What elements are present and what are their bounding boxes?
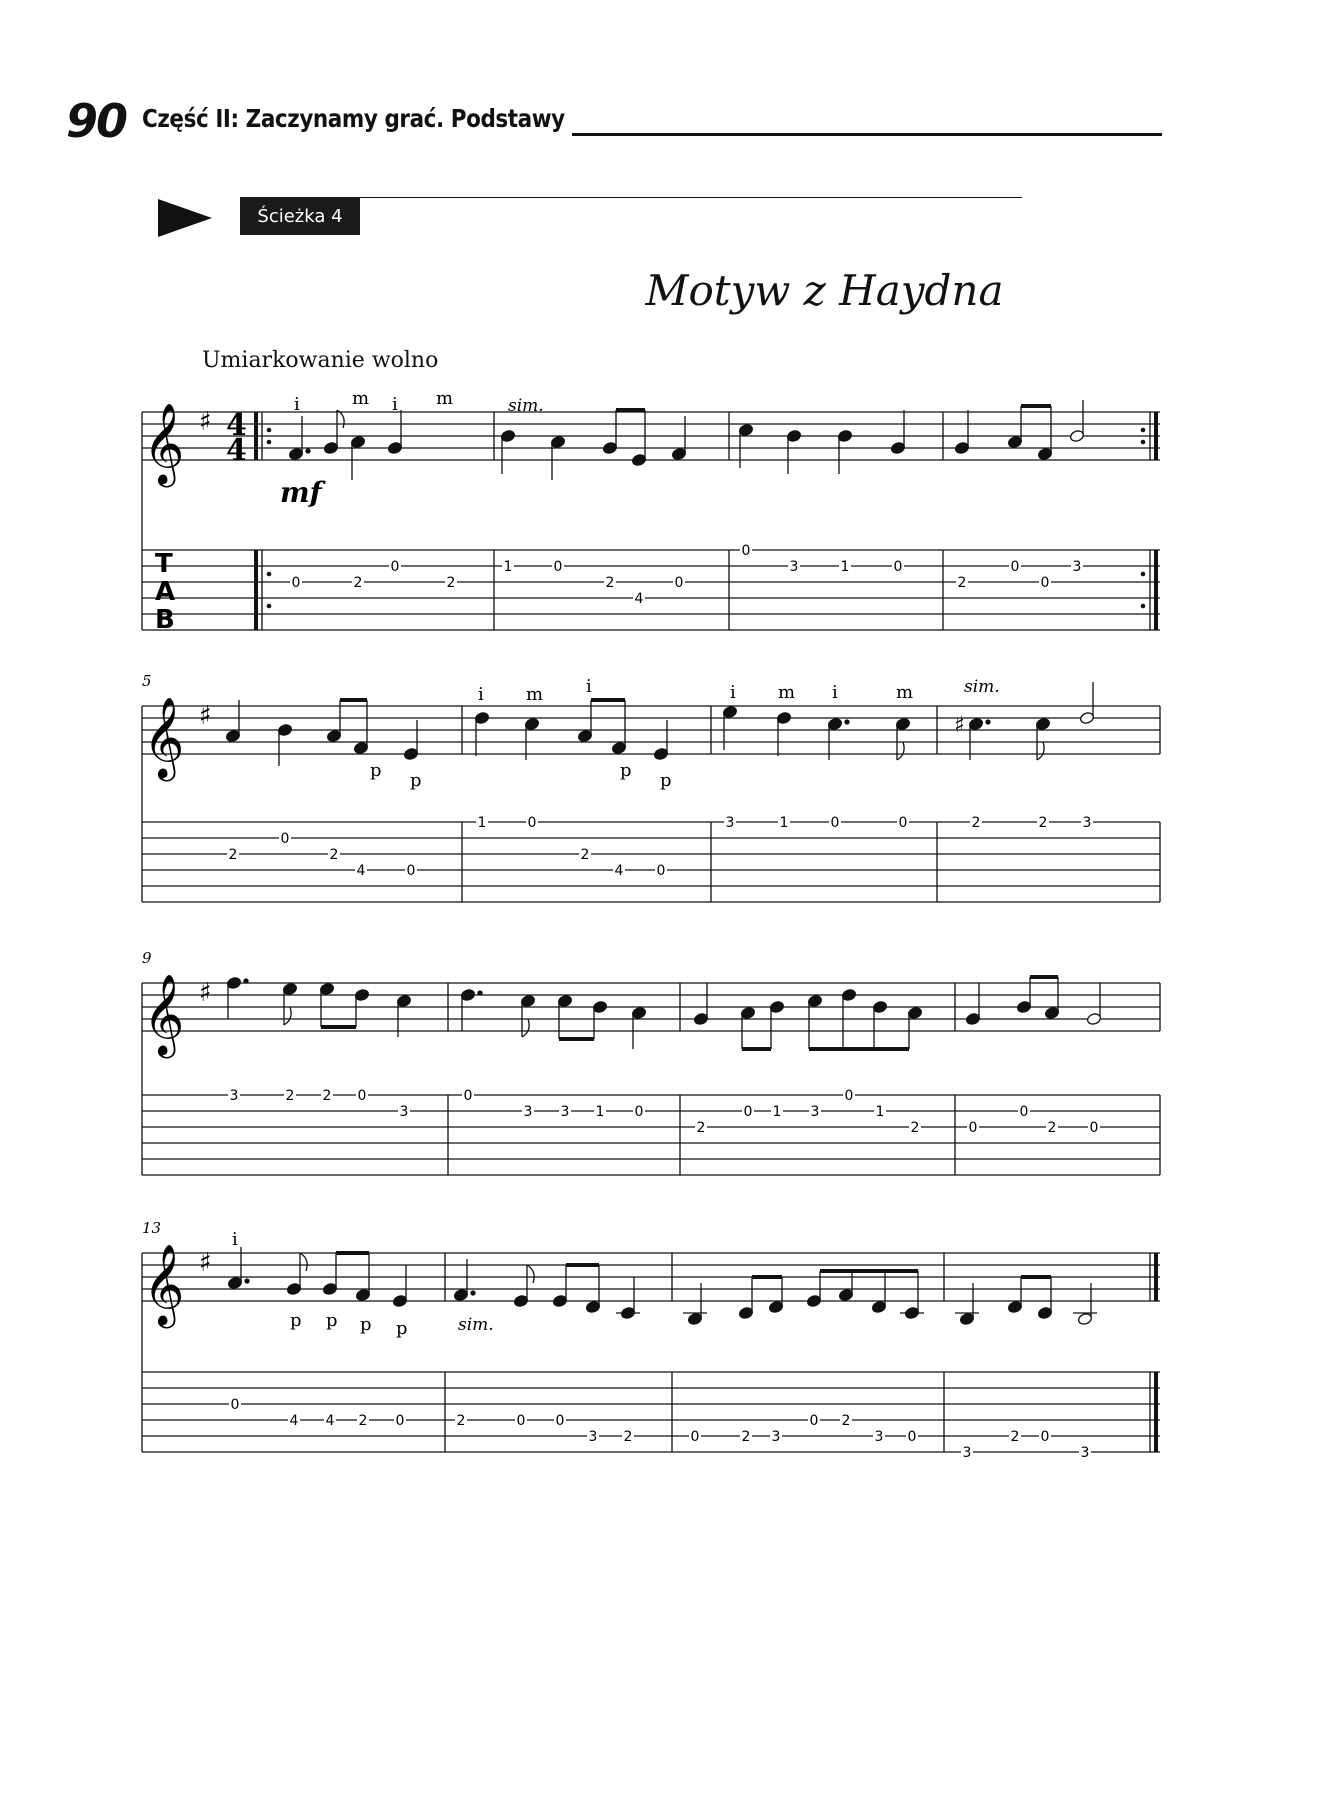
fingering-2b-4: m — [896, 682, 914, 703]
tab-fret-number: 2 — [605, 575, 615, 591]
fingering-2-p4: p — [660, 770, 672, 791]
tab-fret-number: 3 — [874, 1429, 884, 1445]
fingering-2-p1: p — [370, 760, 382, 781]
tab-fret-number: 0 — [674, 575, 684, 591]
fingering-1-3: i — [392, 394, 398, 415]
tab-fret-number: 2 — [353, 575, 363, 591]
svg-text:𝄞: 𝄞 — [143, 973, 185, 1055]
fingering-4-p3: p — [360, 1314, 372, 1335]
tab-fret-number: 1 — [503, 559, 513, 575]
tab-fret-number: 0 — [516, 1413, 526, 1429]
time-signature-bottom: 4 — [226, 433, 247, 468]
staff-1 — [142, 412, 1160, 630]
fingering-1-4: m — [436, 388, 454, 409]
fingering-2-p2: p — [410, 770, 422, 791]
system-3 — [142, 949, 1160, 1175]
tab-fret-number: 0 — [1040, 575, 1050, 591]
tab-fret-number: 4 — [325, 1413, 335, 1429]
fingering-2b-2: m — [778, 682, 796, 703]
treble-clef: 𝄞 — [143, 402, 185, 484]
tab-fret-number: 0 — [907, 1429, 917, 1445]
tab-fret-number: 1 — [595, 1104, 605, 1120]
fingering-1-1: i — [294, 394, 300, 415]
tab-fret-number: 0 — [656, 863, 666, 879]
tab-fret-number: 1 — [875, 1104, 885, 1120]
system-4 — [142, 1219, 1160, 1461]
tab-fret-number: 3 — [588, 1429, 598, 1445]
measure-number-13: 13 — [142, 1219, 162, 1237]
tab-fret-number: 0 — [406, 863, 416, 879]
fingering-4-p1: p — [290, 1310, 302, 1331]
svg-text:♯: ♯ — [199, 978, 212, 1008]
tab-fret-number: 3 — [789, 559, 799, 575]
tab-fret-number: 3 — [725, 815, 735, 831]
tab-fret-number: 0 — [968, 1120, 978, 1136]
fingering-4-p2: p — [326, 1310, 338, 1331]
tab-fret-number: 2 — [285, 1088, 295, 1104]
tab-fret-number: 2 — [957, 575, 967, 591]
tab-fret-number: 0 — [280, 831, 290, 847]
tab-fret-number: 2 — [446, 575, 456, 591]
tab-fret-number: 0 — [553, 559, 563, 575]
tab-fret-number: 2 — [456, 1413, 466, 1429]
tab-fret-number: 0 — [291, 575, 301, 591]
tab-fret-number: 2 — [228, 847, 238, 863]
tab-fret-number: 1 — [840, 559, 850, 575]
tab-fret-number: 2 — [1047, 1120, 1057, 1136]
tab-fret-number: 2 — [841, 1413, 851, 1429]
system-2 — [142, 672, 1160, 902]
svg-text:𝄞: 𝄞 — [143, 696, 185, 778]
page-number: 90 — [66, 94, 127, 148]
sim-marking-1: sim. — [508, 396, 544, 416]
tab-fret-number: 0 — [844, 1088, 854, 1104]
tab-fret-number: 3 — [229, 1088, 239, 1104]
tab-fret-number: 1 — [477, 815, 487, 831]
sim-marking-4: sim. — [458, 1315, 494, 1335]
tab-fret-number: 3 — [560, 1104, 570, 1120]
time-signature-top: 4 — [226, 408, 247, 443]
fingering-2b-3: i — [832, 682, 838, 703]
tab-fret-number: 3 — [962, 1445, 972, 1461]
running-title: Część II: Zaczynamy grać. Podstawy — [142, 104, 565, 133]
tab-fret-number: 0 — [809, 1413, 819, 1429]
tab-fret-number: 0 — [741, 543, 751, 559]
fingering-2b-1: i — [730, 682, 736, 703]
tab-fret-number: 0 — [1010, 559, 1020, 575]
tab-fret-number: 1 — [772, 1104, 782, 1120]
tab-fret-number: 0 — [743, 1104, 753, 1120]
tab-fret-number: 0 — [1040, 1429, 1050, 1445]
tab-fret-number: 4 — [614, 863, 624, 879]
tab-fret-number: 2 — [971, 815, 981, 831]
tab-fret-number: 0 — [690, 1429, 700, 1445]
dynamic-mf: mf — [280, 476, 322, 509]
svg-text:♯: ♯ — [199, 701, 212, 731]
fingering-1-2: m — [352, 388, 370, 409]
fingering-2a-3: i — [586, 676, 592, 697]
tab-fret-number: 0 — [527, 815, 537, 831]
tab-numbers-1 — [290, 542, 1083, 607]
tab-fret-number: 4 — [356, 863, 366, 879]
tab-fret-number: 2 — [580, 847, 590, 863]
tab-fret-number: 2 — [1038, 815, 1048, 831]
tab-fret-number: 0 — [230, 1397, 240, 1413]
fingering-2-p3: p — [620, 760, 632, 781]
tab-fret-number: 3 — [399, 1104, 409, 1120]
tab-fret-number: 2 — [1010, 1429, 1020, 1445]
key-signature-sharp: ♯ — [199, 407, 212, 437]
tab-fret-number: 2 — [696, 1120, 706, 1136]
tab-fret-number: 4 — [634, 591, 644, 607]
tab-fret-number: 4 — [289, 1413, 299, 1429]
tab-fret-number: 3 — [810, 1104, 820, 1120]
tab-fret-number: 3 — [1080, 1445, 1090, 1461]
tab-fret-number: 2 — [741, 1429, 751, 1445]
tab-fret-number: 0 — [390, 559, 400, 575]
tab-fret-number: 2 — [910, 1120, 920, 1136]
tab-fret-number: 2 — [358, 1413, 368, 1429]
tab-fret-number: 0 — [357, 1088, 367, 1104]
tab-fret-number: 3 — [1082, 815, 1092, 831]
fingering-4-i: i — [232, 1229, 238, 1250]
tab-fret-number: 0 — [830, 815, 840, 831]
system-1 — [142, 388, 1160, 635]
sim-marking-2: sim. — [964, 677, 1000, 697]
measure-number-9: 9 — [142, 949, 152, 967]
tab-letter-b: B — [155, 605, 175, 635]
tab-fret-number: 2 — [322, 1088, 332, 1104]
tab-fret-number: 0 — [1089, 1120, 1099, 1136]
tab-fret-number: 1 — [779, 815, 789, 831]
tab-numbers-2 — [227, 814, 1093, 879]
fingering-2a-2: m — [526, 684, 544, 705]
tempo-marking: Umiarkowanie wolno — [202, 348, 439, 373]
tab-fret-number: 0 — [893, 559, 903, 575]
tab-numbers-4 — [229, 1396, 1091, 1461]
measure-number-5: 5 — [142, 672, 152, 690]
piece-title: Motyw z Haydna — [645, 266, 1004, 315]
tab-fret-number: 0 — [634, 1104, 644, 1120]
fingering-4-p4: p — [396, 1318, 408, 1339]
tab-fret-number: 3 — [771, 1429, 781, 1445]
tab-fret-number: 0 — [463, 1088, 473, 1104]
tab-fret-number: 3 — [1072, 559, 1082, 575]
tab-letter-t: T — [155, 549, 173, 579]
tab-fret-number: 3 — [523, 1104, 533, 1120]
tab-fret-number: 0 — [898, 815, 908, 831]
svg-text:♯: ♯ — [954, 713, 965, 738]
tab-fret-number: 0 — [1019, 1104, 1029, 1120]
tab-fret-number: 2 — [329, 847, 339, 863]
svg-text:𝄞: 𝄞 — [143, 1243, 185, 1325]
svg-text:♯: ♯ — [199, 1248, 212, 1278]
fingering-2a-1: i — [478, 684, 484, 705]
tab-fret-number: 0 — [395, 1413, 405, 1429]
tab-fret-number: 2 — [623, 1429, 633, 1445]
tab-fret-number: 0 — [555, 1413, 565, 1429]
track-badge: Ścieżka 4 — [240, 197, 360, 235]
tab-letter-a: A — [155, 577, 176, 607]
